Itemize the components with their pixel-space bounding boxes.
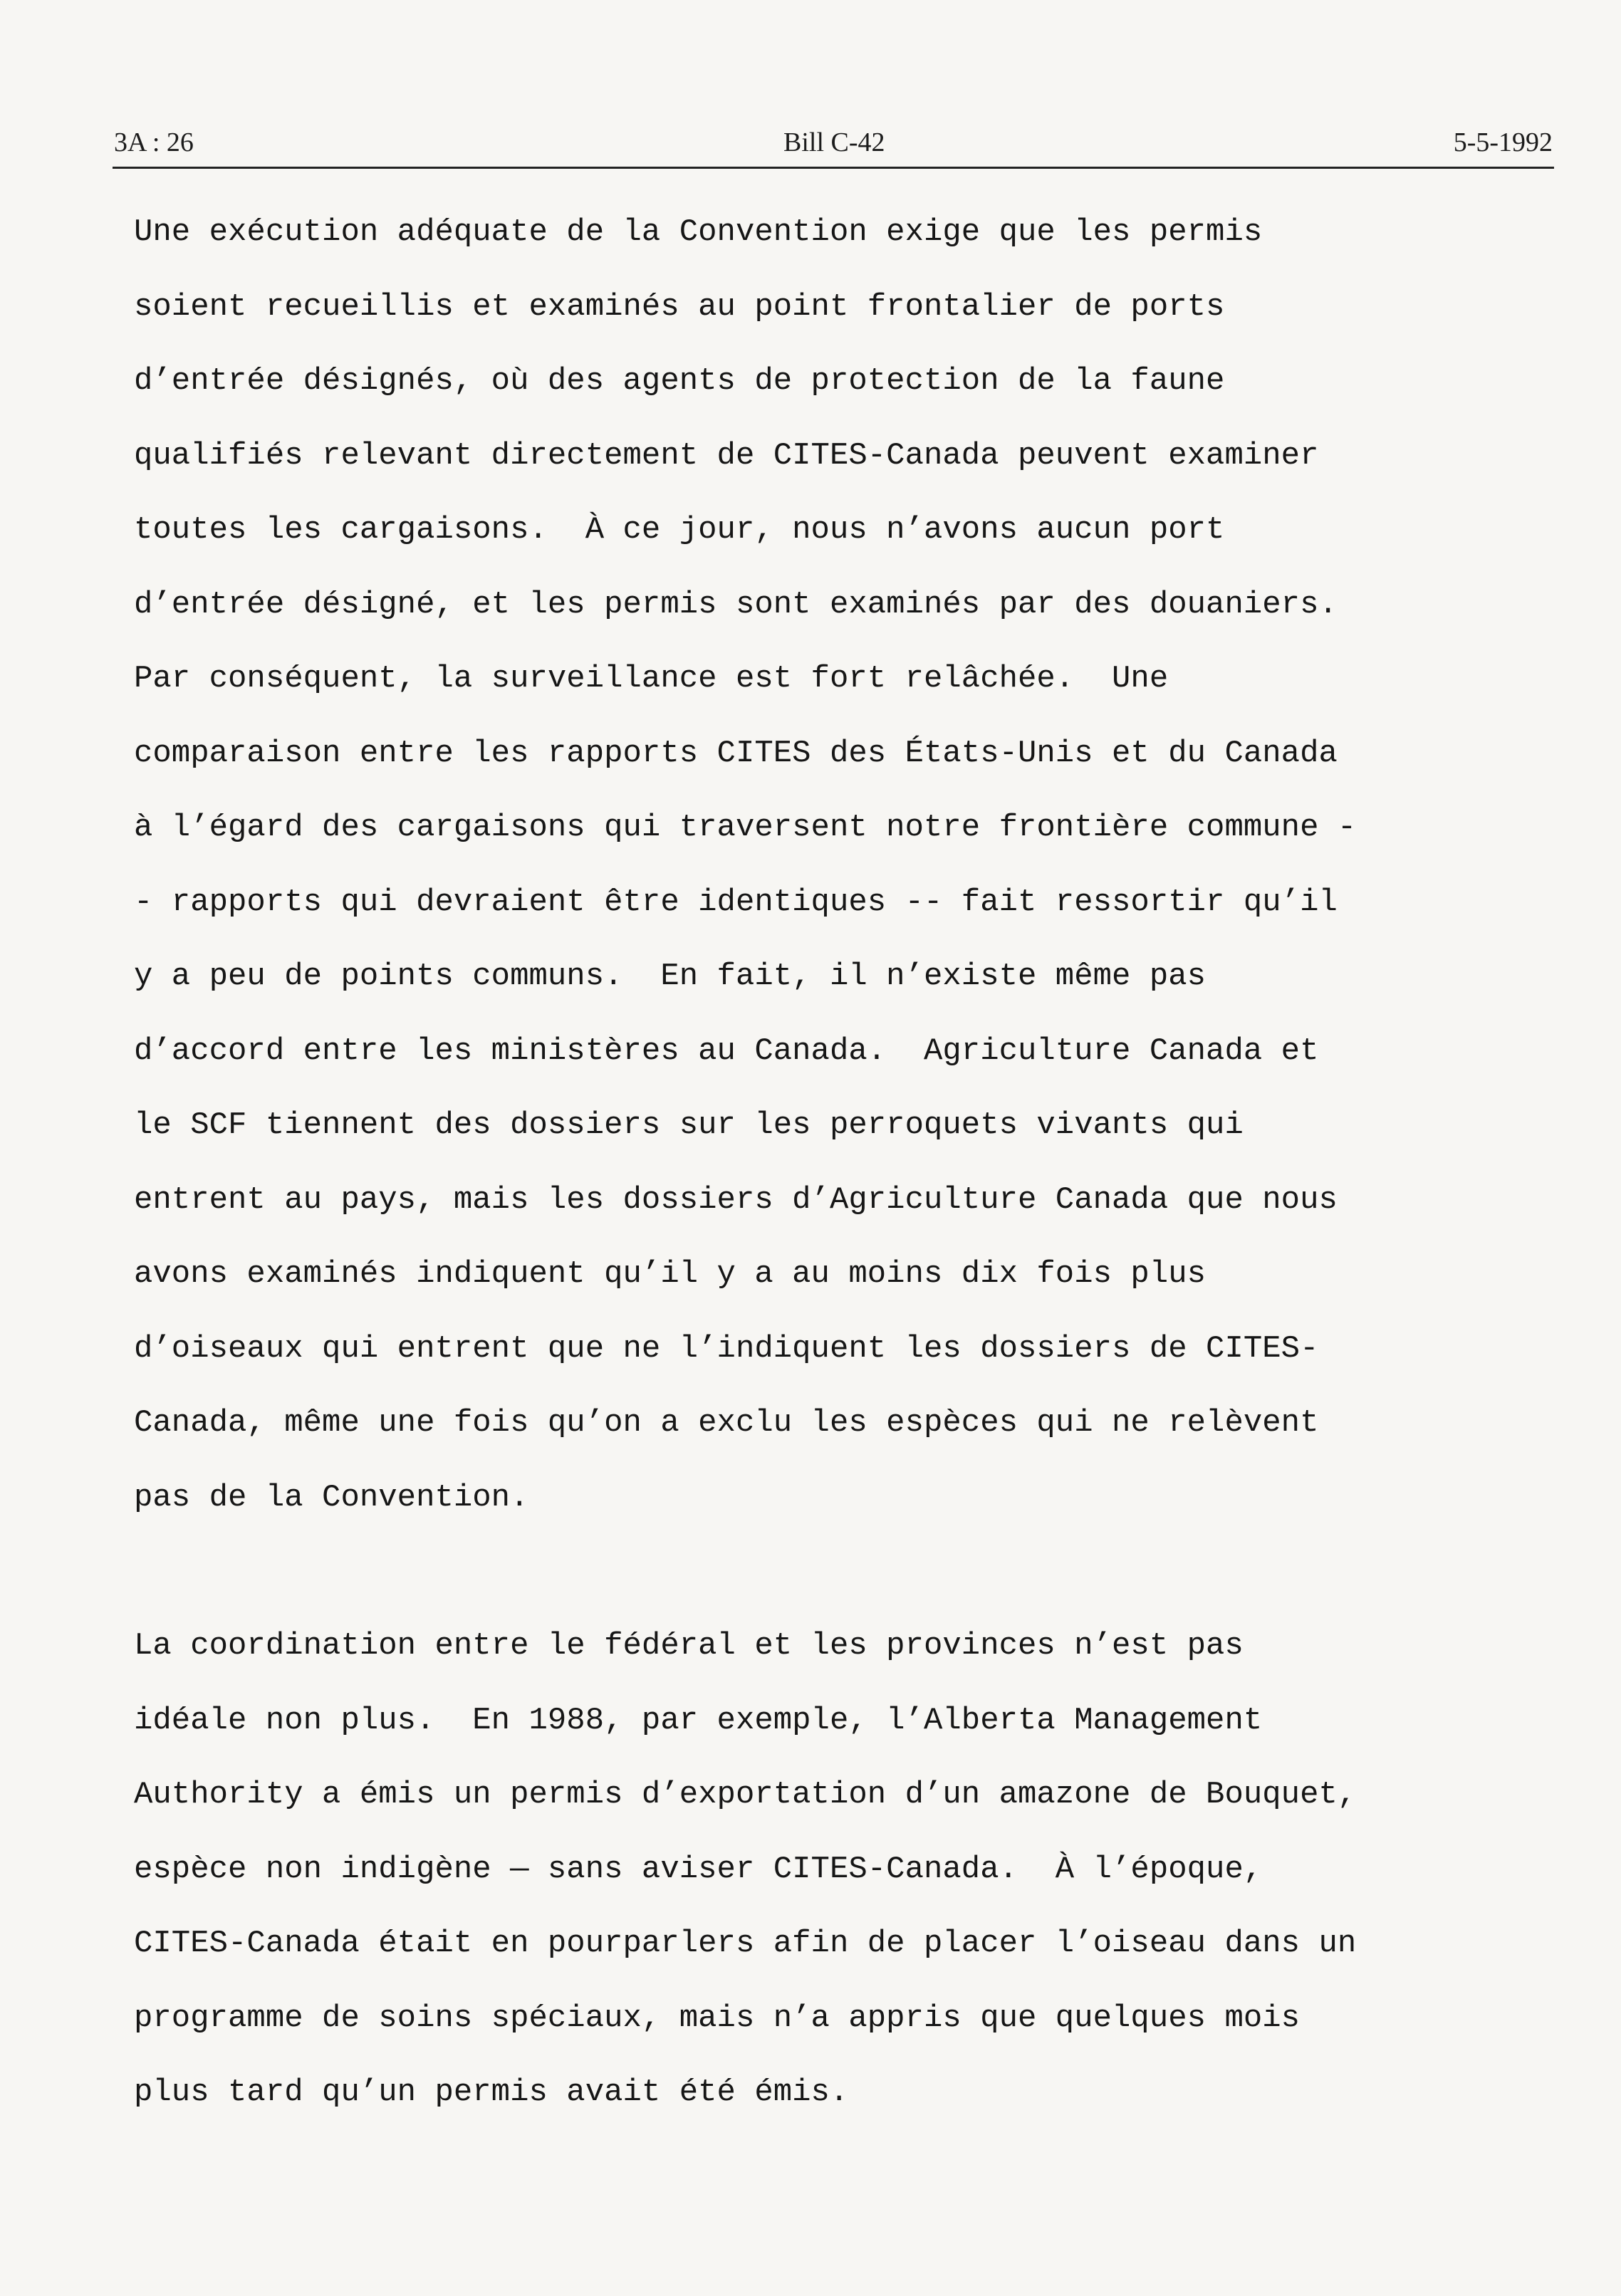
text-line: d’entrée désigné, et les permis sont examinés par des douaniers. bbox=[134, 586, 1338, 622]
text-line: qualifiés relevant directement de CITES-Canada peuvent examiner bbox=[134, 437, 1319, 474]
text-line: d’entrée désignés, où des agents de protection de la faune bbox=[134, 363, 1225, 399]
text-line: y a peu de points communs. En fait, il n’existe même pas bbox=[134, 959, 1206, 994]
text-line: d’oiseaux qui entrent que ne l’indiquent les dossiers de CITES- bbox=[134, 1330, 1319, 1367]
text-line: soient recueillis et examinés au point frontalier de ports bbox=[134, 288, 1225, 325]
text-line: - rapports qui devraient être identiques -- fait ressortir qu’il bbox=[134, 884, 1338, 920]
header-divider bbox=[113, 167, 1554, 169]
text-line: idéale non plus. En 1988, par exemple, l’Alberta Management bbox=[134, 1702, 1263, 1738]
text-line: Une exécution adéquate de la Convention exige que les permis bbox=[134, 214, 1263, 250]
bill-title: Bill C-42 bbox=[783, 127, 885, 157]
text-line: La coordination entre le fédéral et les provinces n’est pas bbox=[134, 1628, 1244, 1664]
text-line: programme de soins spéciaux, mais n’a appris que quelques mois bbox=[134, 2000, 1301, 2036]
body-text bbox=[134, 211, 1530, 2146]
text-line: plus tard qu’un permis avait été émis. bbox=[134, 2075, 849, 2110]
page-header bbox=[114, 127, 1553, 169]
header-date: 5-5-1992 bbox=[1453, 127, 1553, 157]
text-line: entrent au pays, mais les dossiers d’Agriculture Canada que nous bbox=[134, 1181, 1338, 1218]
text-line: espèce non indigène — sans aviser CITES-Canada. À l’époque, bbox=[134, 1851, 1263, 1887]
text-line: à l’égard des cargaisons qui traversent notre frontière commune - bbox=[134, 810, 1357, 845]
text-line: d’accord entre les ministères au Canada. Agriculture Canada et bbox=[134, 1033, 1319, 1069]
paragraph-1 bbox=[134, 211, 1530, 1550]
text-line: le SCF tiennent des dossiers sur les perroquets vivants qui bbox=[134, 1107, 1244, 1143]
paragraph-spacer bbox=[134, 1550, 1530, 1624]
text-line: Par conséquent, la surveillance est fort relâchée. Une bbox=[134, 661, 1169, 696]
paragraph-2 bbox=[134, 1624, 1530, 2146]
text-line: avons examinés indiquent qu’il y a au moins dix fois plus bbox=[134, 1256, 1206, 1292]
text-line: toutes les cargaisons. À ce jour, nous n’avons aucun port bbox=[134, 512, 1225, 548]
text-line: pas de la Convention. bbox=[134, 1479, 529, 1515]
text-line: comparaison entre les rapports CITES des États-Unis et du Canada bbox=[134, 735, 1338, 771]
text-line: Canada, même une fois qu’on a exclu les espèces qui ne relèvent bbox=[134, 1405, 1319, 1441]
text-line: CITES-Canada était en pourparlers afin de placer l’oiseau dans un bbox=[134, 1926, 1357, 1961]
text-line: Authority a émis un permis d’exportation d’un amazone de Bouquet, bbox=[134, 1777, 1357, 1812]
page-number: 3A : 26 bbox=[114, 127, 194, 157]
